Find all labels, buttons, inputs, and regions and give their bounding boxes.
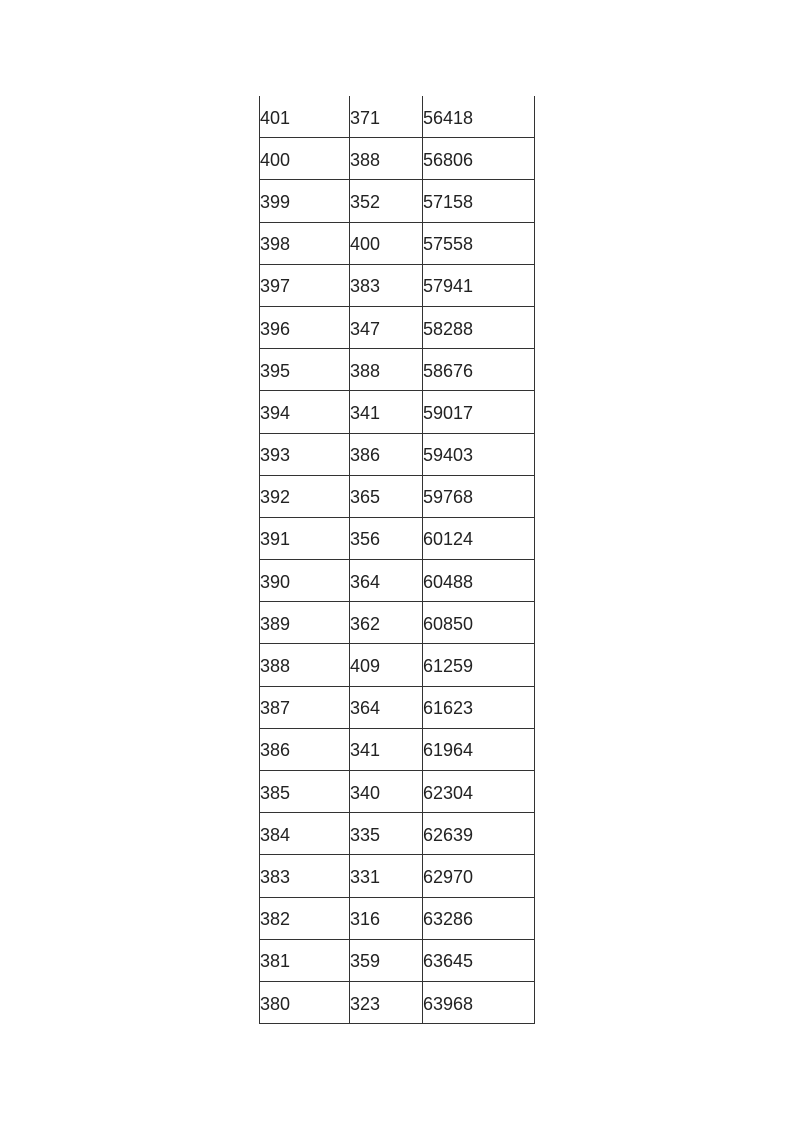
cell-value: 323 <box>350 993 381 1014</box>
cell-value: 63968 <box>423 993 474 1014</box>
table-cell <box>350 306 423 348</box>
table-cell <box>423 560 535 602</box>
cell-value: 387 <box>260 698 291 719</box>
cell-value: 388 <box>350 360 381 381</box>
table-cell <box>423 686 535 728</box>
table-cell <box>423 897 535 939</box>
table-cell <box>423 433 535 475</box>
cell-value: 57941 <box>423 276 474 297</box>
table-cell <box>350 475 423 517</box>
cell-value: 59768 <box>423 487 474 508</box>
table-row <box>260 517 535 559</box>
cell-value: 384 <box>260 824 291 845</box>
table-row <box>260 96 535 138</box>
cell-value: 399 <box>260 191 291 212</box>
table-cell <box>260 433 350 475</box>
table-cell <box>423 180 535 222</box>
table-cell <box>260 96 350 138</box>
table-row <box>260 813 535 855</box>
table-cell <box>260 222 350 264</box>
cell-value: 383 <box>260 866 291 887</box>
cell-value: 59403 <box>423 445 474 466</box>
table-row <box>260 897 535 939</box>
table-cell <box>260 644 350 686</box>
cell-value: 58676 <box>423 360 474 381</box>
cell-value: 364 <box>350 571 381 592</box>
table-cell <box>350 686 423 728</box>
cell-value: 56806 <box>423 149 474 170</box>
cell-value: 398 <box>260 234 291 255</box>
cell-value: 386 <box>260 740 291 761</box>
table-cell <box>423 728 535 770</box>
table-row <box>260 222 535 264</box>
table-row <box>260 602 535 644</box>
cell-value: 352 <box>350 191 381 212</box>
cell-value: 61964 <box>423 740 474 761</box>
table-cell <box>260 855 350 897</box>
table-cell <box>423 138 535 180</box>
cell-value: 393 <box>260 445 291 466</box>
cell-value: 59017 <box>423 402 474 423</box>
table-cell <box>350 433 423 475</box>
cell-value: 341 <box>350 402 381 423</box>
table-row <box>260 939 535 981</box>
cell-value: 62970 <box>423 866 474 887</box>
cell-value: 61259 <box>423 656 474 677</box>
table-row <box>260 433 535 475</box>
cell-value: 400 <box>350 234 381 255</box>
table-cell <box>350 560 423 602</box>
table-cell <box>350 264 423 306</box>
table-cell <box>423 475 535 517</box>
table-cell <box>350 391 423 433</box>
table-cell <box>350 813 423 855</box>
cell-value: 61623 <box>423 698 474 719</box>
cell-value: 57558 <box>423 234 474 255</box>
table-row <box>260 728 535 770</box>
cell-value: 409 <box>350 656 381 677</box>
table-cell <box>260 349 350 391</box>
table-cell <box>260 981 350 1023</box>
cell-value: 341 <box>350 740 381 761</box>
table-cell <box>423 96 535 138</box>
table-cell <box>423 306 535 348</box>
table-cell <box>260 180 350 222</box>
table-row <box>260 771 535 813</box>
cell-value: 365 <box>350 487 381 508</box>
cell-value: 331 <box>350 866 381 887</box>
table-cell <box>260 560 350 602</box>
table-row <box>260 475 535 517</box>
cell-value: 391 <box>260 529 291 550</box>
cell-value: 400 <box>260 149 291 170</box>
cell-value: 62304 <box>423 782 474 803</box>
table-cell <box>423 517 535 559</box>
score-table-body <box>260 96 535 1024</box>
cell-value: 62639 <box>423 824 474 845</box>
table-row <box>260 981 535 1023</box>
cell-value: 383 <box>350 276 381 297</box>
table-row <box>260 560 535 602</box>
table-row <box>260 264 535 306</box>
table-cell <box>423 939 535 981</box>
cell-value: 386 <box>350 445 381 466</box>
table-cell <box>350 771 423 813</box>
cell-value: 397 <box>260 276 291 297</box>
cell-value: 381 <box>260 951 291 972</box>
cell-value: 390 <box>260 571 291 592</box>
table-cell <box>350 602 423 644</box>
table-cell <box>423 391 535 433</box>
cell-value: 347 <box>350 318 381 339</box>
table-cell <box>350 981 423 1023</box>
table-cell <box>350 180 423 222</box>
cell-value: 57158 <box>423 191 474 212</box>
table-cell <box>423 981 535 1023</box>
table-cell <box>260 728 350 770</box>
table-row <box>260 644 535 686</box>
table-cell <box>423 349 535 391</box>
table-cell <box>423 602 535 644</box>
table-cell <box>423 771 535 813</box>
score-table-container <box>259 96 535 1024</box>
table-cell <box>350 138 423 180</box>
table-row <box>260 686 535 728</box>
cell-value: 60124 <box>423 529 474 550</box>
cell-value: 388 <box>260 656 291 677</box>
table-row <box>260 138 535 180</box>
cell-value: 364 <box>350 698 381 719</box>
table-cell <box>260 475 350 517</box>
table-cell <box>350 96 423 138</box>
table-row <box>260 391 535 433</box>
cell-value: 395 <box>260 360 291 381</box>
table-cell <box>260 517 350 559</box>
table-cell <box>260 771 350 813</box>
cell-value: 362 <box>350 613 381 634</box>
table-row <box>260 180 535 222</box>
cell-value: 340 <box>350 782 381 803</box>
table-row <box>260 349 535 391</box>
cell-value: 58288 <box>423 318 474 339</box>
cell-value: 394 <box>260 402 291 423</box>
cell-value: 401 <box>260 107 291 128</box>
table-cell <box>260 602 350 644</box>
table-cell <box>350 939 423 981</box>
table-cell <box>260 939 350 981</box>
cell-value: 359 <box>350 951 381 972</box>
cell-value: 63645 <box>423 951 474 972</box>
cell-value: 389 <box>260 613 291 634</box>
table-cell <box>423 264 535 306</box>
table-cell <box>260 813 350 855</box>
table-cell <box>423 222 535 264</box>
table-cell <box>350 517 423 559</box>
table-cell <box>423 855 535 897</box>
cell-value: 396 <box>260 318 291 339</box>
score-table <box>259 96 535 1024</box>
cell-value: 380 <box>260 993 291 1014</box>
cell-value: 385 <box>260 782 291 803</box>
cell-value: 392 <box>260 487 291 508</box>
table-cell <box>260 264 350 306</box>
table-cell <box>260 138 350 180</box>
table-cell <box>350 855 423 897</box>
cell-value: 63286 <box>423 909 474 930</box>
cell-value: 335 <box>350 824 381 845</box>
table-cell <box>423 644 535 686</box>
table-row <box>260 306 535 348</box>
table-cell <box>260 686 350 728</box>
cell-value: 382 <box>260 909 291 930</box>
table-cell <box>260 897 350 939</box>
table-cell <box>260 306 350 348</box>
cell-value: 388 <box>350 149 381 170</box>
table-cell <box>350 897 423 939</box>
cell-value: 60850 <box>423 613 474 634</box>
cell-value: 56418 <box>423 107 474 128</box>
table-cell <box>350 349 423 391</box>
table-cell <box>350 644 423 686</box>
table-cell <box>350 728 423 770</box>
table-cell <box>350 222 423 264</box>
cell-value: 316 <box>350 909 381 930</box>
table-row <box>260 855 535 897</box>
table-cell <box>423 813 535 855</box>
cell-value: 356 <box>350 529 381 550</box>
table-cell <box>260 391 350 433</box>
cell-value: 371 <box>350 107 381 128</box>
cell-value: 60488 <box>423 571 474 592</box>
